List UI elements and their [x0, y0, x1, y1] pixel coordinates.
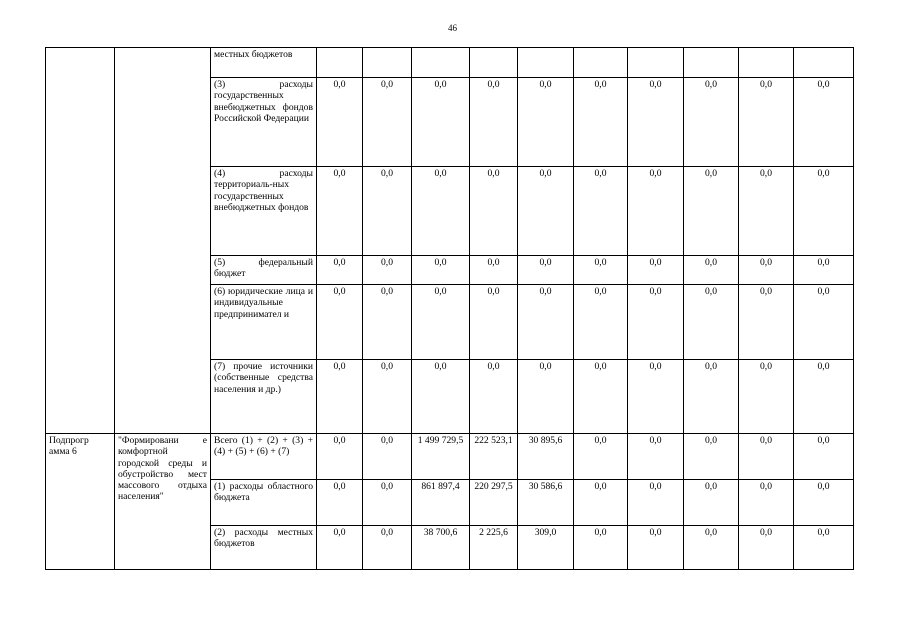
value-cell: 0,0: [363, 434, 412, 480]
value-cell: [470, 48, 518, 78]
value-cell: 0,0: [363, 78, 412, 167]
value-cell: 0,0: [363, 256, 412, 285]
value-cell: 0,0: [574, 167, 628, 256]
value-cell: 0,0: [574, 256, 628, 285]
source-label: (7) прочие источники (собственные средства населения и др.): [211, 360, 317, 434]
value-cell: 0,0: [684, 256, 739, 285]
value-cell: 0,0: [412, 285, 470, 360]
value-cell: 0,0: [684, 526, 739, 570]
value-cell: 0,0: [574, 360, 628, 434]
value-cell: 0,0: [363, 526, 412, 570]
table-row: [46, 48, 854, 78]
value-cell: 0,0: [412, 256, 470, 285]
value-cell: 0,0: [363, 285, 412, 360]
value-cell: 0,0: [470, 285, 518, 360]
value-cell: 0,0: [794, 78, 854, 167]
value-cell: 0,0: [739, 480, 794, 526]
value-cell: 0,0: [317, 434, 363, 480]
value-cell: 0,0: [317, 256, 363, 285]
source-label: (1) расходы областного бюджета: [211, 480, 317, 526]
value-cell: 0,0: [684, 167, 739, 256]
source-label: Всего (1) + (2) + (3) + (4) + (5) + (6) + (7): [211, 434, 317, 480]
value-cell: 0,0: [317, 526, 363, 570]
value-cell: 0,0: [739, 78, 794, 167]
value-cell: 0,0: [518, 167, 574, 256]
value-cell: 0,0: [363, 360, 412, 434]
value-cell: 0,0: [739, 256, 794, 285]
value-cell: 0,0: [739, 434, 794, 480]
budget-table: [45, 47, 854, 570]
value-cell: 0,0: [794, 480, 854, 526]
value-cell: 0,0: [518, 78, 574, 167]
value-cell: 0,0: [794, 167, 854, 256]
value-cell: 0,0: [628, 480, 684, 526]
value-cell: [317, 48, 363, 78]
value-cell: 0,0: [470, 360, 518, 434]
value-cell: 0,0: [739, 167, 794, 256]
value-cell: 0,0: [574, 78, 628, 167]
value-cell: 0,0: [317, 360, 363, 434]
value-cell: 0,0: [363, 167, 412, 256]
value-cell: [363, 48, 412, 78]
value-cell: 0,0: [317, 285, 363, 360]
value-cell: 0,0: [317, 167, 363, 256]
value-cell: 0,0: [574, 526, 628, 570]
program-name-cell-empty: [115, 48, 211, 434]
value-cell: [518, 48, 574, 78]
value-cell: 1 499 729,5: [412, 434, 470, 480]
table-row: [46, 434, 854, 480]
value-cell: 0,0: [628, 526, 684, 570]
source-label: (2) расходы местных бюджетов: [211, 526, 317, 570]
value-cell: [412, 48, 470, 78]
value-cell: 0,0: [684, 360, 739, 434]
value-cell: 0,0: [739, 526, 794, 570]
value-cell: [794, 48, 854, 78]
source-label: (6) юридические лица и индивидуальные предпринимател и: [211, 285, 317, 360]
value-cell: 0,0: [684, 78, 739, 167]
program-cell-empty: [46, 48, 115, 434]
value-cell: 0,0: [628, 167, 684, 256]
value-cell: 0,0: [317, 78, 363, 167]
value-cell: 0,0: [363, 480, 412, 526]
value-cell: 0,0: [317, 480, 363, 526]
source-label: (4) расходы территориаль-ных государственных внебюджетных фондов: [211, 167, 317, 256]
value-cell: 0,0: [628, 256, 684, 285]
value-cell: 0,0: [739, 360, 794, 434]
value-cell: 220 297,5: [470, 480, 518, 526]
source-label: (3) расходы государственных внебюджетных фондов Российской Федерации: [211, 78, 317, 167]
value-cell: [628, 48, 684, 78]
value-cell: 0,0: [794, 256, 854, 285]
value-cell: 0,0: [794, 285, 854, 360]
value-cell: 0,0: [518, 285, 574, 360]
page-number: 46: [448, 23, 457, 33]
value-cell: 0,0: [470, 167, 518, 256]
value-cell: [739, 48, 794, 78]
value-cell: 0,0: [470, 256, 518, 285]
value-cell: 0,0: [684, 285, 739, 360]
value-cell: 0,0: [794, 434, 854, 480]
value-cell: 309,0: [518, 526, 574, 570]
value-cell: 0,0: [412, 78, 470, 167]
value-cell: [574, 48, 628, 78]
value-cell: 0,0: [412, 167, 470, 256]
value-cell: 0,0: [628, 285, 684, 360]
value-cell: 0,0: [684, 480, 739, 526]
value-cell: 38 700,6: [412, 526, 470, 570]
subprogram-code: Подпрогр амма 6: [46, 434, 115, 570]
value-cell: 0,0: [739, 285, 794, 360]
value-cell: 0,0: [574, 480, 628, 526]
source-label: (5) федеральный бюджет: [211, 256, 317, 285]
value-cell: 0,0: [628, 434, 684, 480]
value-cell: 0,0: [628, 360, 684, 434]
value-cell: 861 897,4: [412, 480, 470, 526]
value-cell: 0,0: [470, 78, 518, 167]
value-cell: 222 523,1: [470, 434, 518, 480]
value-cell: 0,0: [794, 360, 854, 434]
value-cell: 0,0: [574, 285, 628, 360]
value-cell: 30 895,6: [518, 434, 574, 480]
source-label: местных бюджетов: [211, 48, 317, 78]
value-cell: 30 586,6: [518, 480, 574, 526]
value-cell: 0,0: [518, 360, 574, 434]
value-cell: 0,0: [628, 78, 684, 167]
value-cell: 0,0: [518, 256, 574, 285]
value-cell: [684, 48, 739, 78]
value-cell: 0,0: [412, 360, 470, 434]
value-cell: 0,0: [684, 434, 739, 480]
value-cell: 2 225,6: [470, 526, 518, 570]
value-cell: 0,0: [794, 526, 854, 570]
subprogram-name: "Формировани е комфортной городской среды и обустройство мест массового отдыха населения": [115, 434, 211, 570]
value-cell: 0,0: [574, 434, 628, 480]
